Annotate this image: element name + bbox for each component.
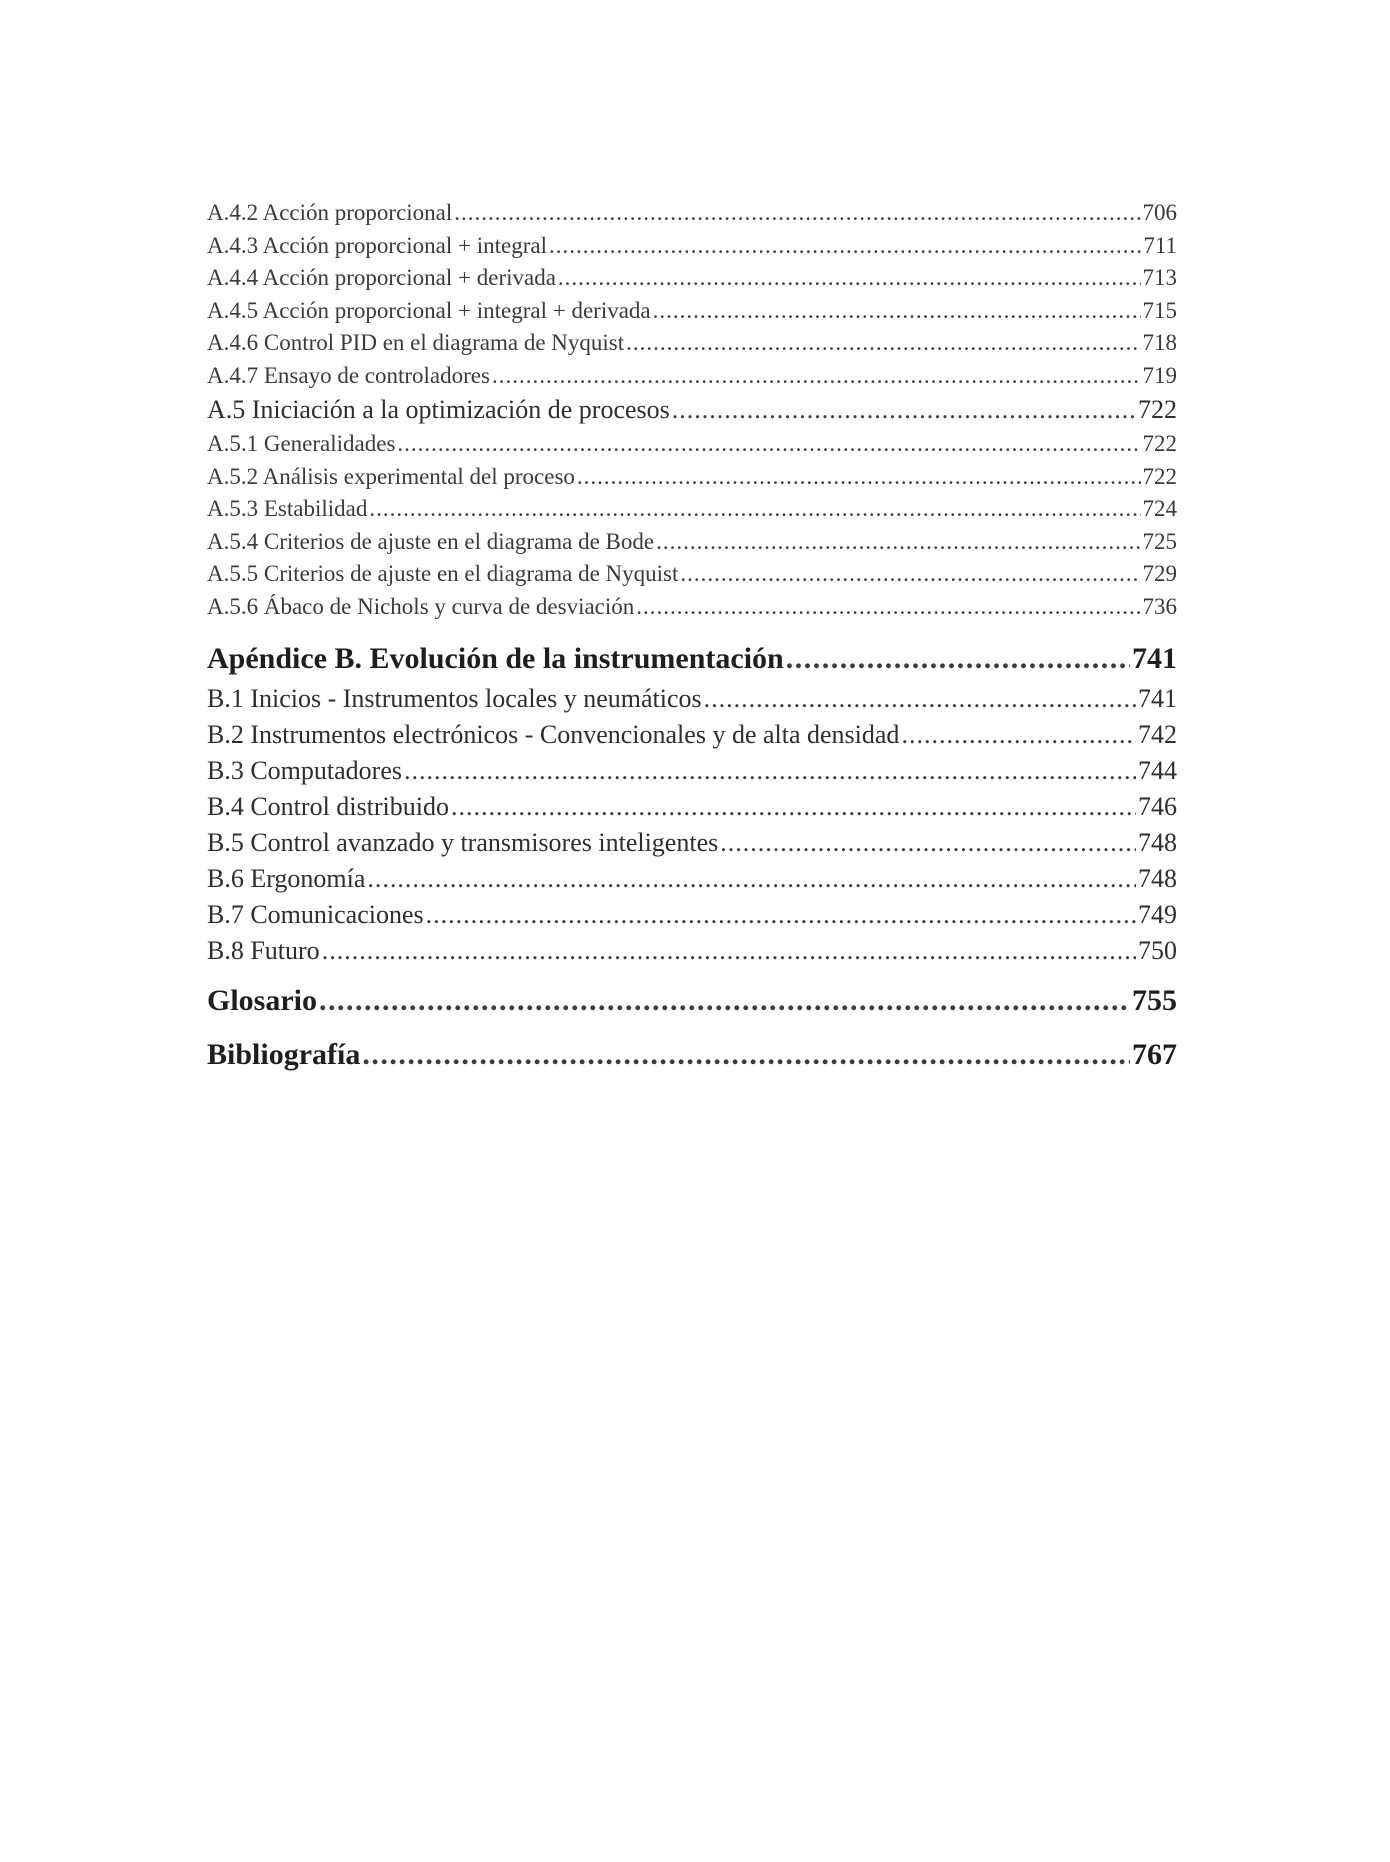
toc-entry-b-4[interactable]	[207, 789, 1177, 825]
toc-leader-dots	[369, 493, 1140, 526]
toc-entry-a-4-4[interactable]	[207, 262, 1177, 295]
toc-entry-label: A.5.3 Estabilidad	[207, 496, 368, 521]
toc-leader-dots	[680, 558, 1140, 591]
toc-entry-page: 722	[1138, 395, 1177, 424]
toc-entry-label: B.4 Control distribuido	[207, 792, 449, 821]
toc-leader-dots	[672, 392, 1136, 428]
toc-entry-page: 722	[1142, 463, 1177, 489]
toc-chapter-label: Glosario	[207, 984, 317, 1017]
toc-entry-b-5[interactable]	[207, 825, 1177, 861]
toc-chapter-page: 741	[1132, 642, 1177, 675]
toc-entry-a-5-6[interactable]	[207, 591, 1177, 624]
toc-entry-b-3[interactable]	[207, 753, 1177, 789]
toc-chapter-label: Apéndice B. Evolución de la instrumentación	[207, 642, 784, 675]
toc-entry-label: A.4.3 Acción proporcional + integral	[207, 232, 547, 258]
toc-chapter-glosario[interactable]	[207, 979, 1177, 1023]
toc-entry-b-8[interactable]	[207, 933, 1177, 969]
toc-entry-label: A.5 Iniciación a la optimización de procesos	[207, 395, 670, 424]
toc-leader-dots	[451, 789, 1136, 825]
toc-entry-label: A.4.6 Control PID en el diagrama de Nyquist	[207, 330, 625, 355]
toc-leader-dots	[492, 360, 1141, 393]
toc-chapter-label: Bibliografía	[207, 1038, 361, 1071]
spacer	[207, 623, 1177, 637]
toc-entry-label: B.8 Futuro	[207, 936, 320, 965]
toc-entry-label: A.5.2 Análisis experimental del proceso	[207, 463, 575, 489]
toc-entry-page: 724	[1142, 496, 1177, 521]
toc-entry-page: 748	[1138, 828, 1177, 857]
toc-leader-dots	[704, 681, 1136, 717]
toc-leader-dots	[636, 591, 1140, 624]
toc-entry-page: 750	[1138, 936, 1177, 965]
toc-entry-page: 741	[1138, 684, 1177, 713]
toc-leader-dots	[653, 295, 1141, 328]
toc-leader-dots	[577, 461, 1141, 494]
toc-entry-b-1[interactable]	[207, 681, 1177, 717]
toc-entry-label: B.2 Instrumentos electrónicos - Convencionales y de alta densidad	[207, 720, 900, 749]
toc-leader-dots	[558, 262, 1141, 295]
toc-entry-page: 736	[1142, 593, 1177, 619]
toc-leader-dots	[454, 197, 1140, 230]
spacer	[207, 1023, 1177, 1033]
toc-leader-dots	[322, 933, 1136, 969]
toc-entry-page: 748	[1138, 864, 1177, 893]
toc-entry-page: 746	[1138, 792, 1177, 821]
toc-leader-dots	[549, 230, 1141, 263]
toc-entry-label: A.4.4 Acción proporcional + derivada	[207, 265, 556, 290]
toc-leader-dots	[319, 979, 1130, 1023]
toc-entry-a-4-3[interactable]	[207, 230, 1177, 263]
toc-entry-a-4-2[interactable]	[207, 197, 1177, 230]
spacer	[207, 969, 1177, 979]
toc-entry-label: A.5.5 Criterios de ajuste en el diagrama de Nyquist	[207, 561, 679, 586]
table-of-contents	[207, 197, 1177, 1077]
toc-leader-dots	[362, 1033, 1130, 1077]
toc-entry-a-5[interactable]	[207, 392, 1177, 428]
toc-entry-page: 713	[1142, 265, 1177, 290]
toc-entry-label: B.7 Comunicaciones	[207, 900, 424, 929]
toc-entry-page: 706	[1142, 200, 1177, 225]
toc-entry-label: A.4.2 Acción proporcional	[207, 200, 453, 225]
toc-entry-b-6[interactable]	[207, 861, 1177, 897]
toc-leader-dots	[397, 428, 1140, 461]
toc-entry-label: B.5 Control avanzado y transmisores inteligentes	[207, 828, 719, 857]
toc-leader-dots	[404, 753, 1136, 789]
toc-entry-page: 729	[1142, 561, 1177, 586]
toc-entry-b-2[interactable]	[207, 717, 1177, 753]
toc-entry-label: A.4.7 Ensayo de controladores	[207, 362, 490, 388]
toc-entry-page: 742	[1138, 720, 1177, 749]
toc-entry-page: 744	[1138, 756, 1177, 785]
toc-entry-label: A.5.1 Generalidades	[207, 431, 396, 456]
toc-entry-label: B.6 Ergonomía	[207, 864, 366, 893]
toc-entry-a-5-4[interactable]	[207, 526, 1177, 559]
toc-chapter-page: 767	[1132, 1038, 1177, 1071]
toc-entry-page: 715	[1142, 297, 1177, 323]
toc-entry-label: B.1 Inicios - Instrumentos locales y neumáticos	[207, 684, 702, 713]
toc-entry-a-4-6[interactable]	[207, 327, 1177, 360]
toc-entry-a-5-3[interactable]	[207, 493, 1177, 526]
toc-entry-page: 711	[1143, 232, 1177, 258]
toc-entry-label: A.5.6 Ábaco de Nichols y curva de desviación	[207, 593, 635, 619]
toc-leader-dots	[786, 637, 1130, 681]
toc-entry-page: 722	[1142, 431, 1177, 456]
toc-entry-a-5-2[interactable]	[207, 461, 1177, 494]
toc-entry-page: 719	[1142, 362, 1177, 388]
toc-entry-b-7[interactable]	[207, 897, 1177, 933]
toc-chapter-bibliografia[interactable]	[207, 1033, 1177, 1077]
toc-entry-a-5-5[interactable]	[207, 558, 1177, 591]
toc-leader-dots	[626, 327, 1140, 360]
toc-entry-label: B.3 Computadores	[207, 756, 402, 785]
toc-leader-dots	[426, 897, 1136, 933]
toc-entry-label: A.4.5 Acción proporcional + integral + derivada	[207, 297, 651, 323]
toc-entry-a-5-1[interactable]	[207, 428, 1177, 461]
toc-leader-dots	[367, 861, 1136, 897]
toc-leader-dots	[656, 526, 1140, 559]
toc-entry-page: 725	[1142, 528, 1177, 554]
toc-chapter-page: 755	[1132, 984, 1177, 1017]
toc-leader-dots	[720, 825, 1136, 861]
toc-entry-page: 749	[1138, 900, 1177, 929]
toc-entry-a-4-5[interactable]	[207, 295, 1177, 328]
toc-chapter-appendix-b[interactable]	[207, 637, 1177, 681]
toc-entry-page: 718	[1142, 330, 1177, 355]
toc-entry-a-4-7[interactable]	[207, 360, 1177, 393]
toc-leader-dots	[901, 717, 1136, 753]
toc-entry-label: A.5.4 Criterios de ajuste en el diagrama de Bode	[207, 528, 655, 554]
